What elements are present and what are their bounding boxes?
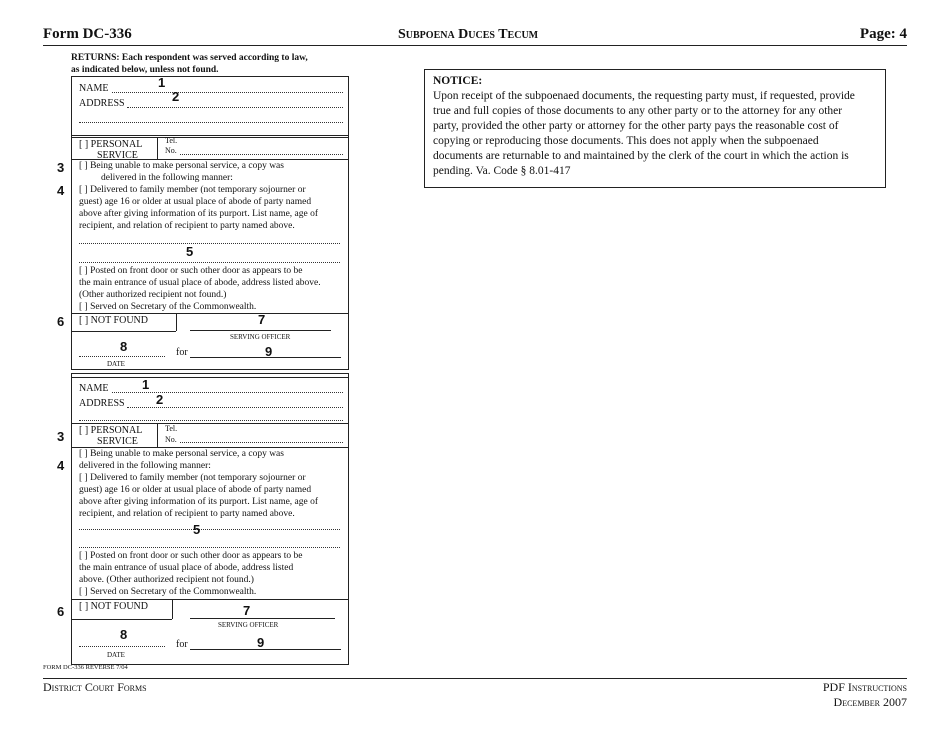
page-number: Page: 4	[859, 26, 907, 42]
recipient-line[interactable]	[79, 529, 340, 530]
marker-9: 9	[265, 344, 273, 359]
form-id: Form DC-336	[43, 26, 132, 42]
marker-4: 4	[57, 183, 65, 198]
marker-7: 7	[258, 312, 266, 327]
personal-label[interactable]: [ ] PERSONAL	[79, 425, 143, 436]
no-label: No.	[165, 435, 177, 444]
name-label: NAME	[79, 83, 109, 94]
name-line[interactable]	[112, 92, 343, 93]
for-label: for	[176, 347, 188, 358]
personal-label[interactable]: [ ] PERSONAL	[79, 139, 143, 150]
date-line[interactable]	[79, 356, 165, 357]
marker-2: 2	[172, 89, 180, 104]
marker-3: 3	[57, 160, 65, 175]
notice-line: party, provided the other party or attorney for the other party pays the reasonable cost of	[433, 120, 839, 132]
page-title: Subpoena Duces Tecum	[398, 27, 539, 42]
footer-right: PDF Instructions December 2007	[822, 680, 907, 709]
address-label: ADDRESS	[79, 98, 125, 109]
service-label: SERVICE	[97, 436, 138, 447]
family-text: [ ] Delivered to family member (not temporary sojourner or guest) age 16 or older at usual place of abode of party named above after giving information of its purport. List name, age of recipient, and relation of recipient to party named above.	[79, 185, 319, 231]
header-rule	[43, 45, 907, 46]
recipient-line-2[interactable]	[79, 547, 340, 548]
recipient-line[interactable]	[79, 243, 340, 244]
marker-1: 1	[142, 377, 150, 392]
notice-title: NOTICE:	[433, 75, 483, 87]
date-label: DATE	[107, 651, 125, 659]
marker-5: 5	[193, 522, 201, 537]
marker-4: 4	[57, 458, 65, 473]
notice-line: pending. Va. Code § 8.01-417	[433, 165, 571, 177]
marker-1: 1	[158, 75, 166, 90]
notice-line: Upon receipt of the subpoenaed documents, the requesting party must, if requested, provide	[433, 90, 855, 102]
marker-8: 8	[120, 627, 128, 642]
not-found-label[interactable]: [ ] NOT FOUND	[79, 315, 148, 326]
unable-text: [ ] Being unable to make personal service, a copy was delivered in the following manner:	[79, 449, 284, 471]
serving-officer-line[interactable]	[190, 330, 331, 331]
service-label: SERVICE	[97, 150, 138, 161]
return-block-2	[71, 373, 349, 665]
not-found-label[interactable]: [ ] NOT FOUND	[79, 601, 148, 612]
marker-3: 3	[57, 429, 65, 444]
name-label: NAME	[79, 383, 109, 394]
notice-box	[424, 69, 886, 188]
for-line[interactable]	[190, 649, 341, 650]
date-label: DATE	[107, 360, 125, 368]
form-revision: FORM DC-336 REVERSE 7/04	[43, 664, 128, 671]
address-label: ADDRESS	[79, 398, 125, 409]
recipient-line-2[interactable]	[79, 262, 340, 263]
posted-text: [ ] Posted on front door or such other door as appears to be the main entrance of usual place of abode, address listed above. (Other authorized recipient not found.) [ ] Served on Secretary of the Commonwealth.	[79, 266, 321, 312]
name-line[interactable]	[112, 392, 343, 393]
address-line[interactable]	[127, 407, 343, 408]
date-line[interactable]	[79, 646, 165, 647]
unable-text: [ ] Being unable to make personal service, a copy was delivered in the following manner:	[79, 161, 284, 183]
address-line-2[interactable]	[79, 122, 343, 123]
returns-heading: RETURNS: Each respondent was served according to law, as indicated below, unless not found.	[71, 53, 308, 75]
notice-line: copying or reproducing those documents. This does not apply when the subpoenaed	[433, 135, 819, 147]
tel-line[interactable]	[180, 154, 343, 155]
marker-9: 9	[257, 635, 265, 650]
tel-label: Tel.	[165, 424, 178, 433]
serving-officer-label: SERVING OFFICER	[230, 333, 291, 341]
tel-label: Tel.	[165, 136, 178, 145]
no-label: No.	[165, 146, 177, 155]
for-label: for	[176, 639, 188, 650]
marker-6: 6	[57, 604, 65, 619]
family-text: [ ] Delivered to family member (not temporary sojourner or guest) age 16 or older at usual place of abode of party named above after giving information of its purport. List name, age of recipient, and relation of recipient to party named above.	[79, 473, 319, 519]
tel-line[interactable]	[180, 442, 343, 443]
return-block-1	[71, 76, 349, 370]
notice-line: documents are returnable to and maintained by the clerk of the court in which the action is	[433, 150, 849, 162]
footer-rule	[43, 678, 907, 679]
address-line[interactable]	[127, 107, 343, 108]
marker-2: 2	[156, 392, 164, 407]
marker-5: 5	[186, 244, 194, 259]
marker-8: 8	[120, 339, 128, 354]
footer-left: District Court Forms	[43, 680, 147, 694]
marker-7: 7	[243, 603, 251, 618]
notice-line: true and full copies of those documents to any other party or to the attorney for any other	[433, 105, 843, 117]
marker-6: 6	[57, 314, 65, 329]
serving-officer-label: SERVING OFFICER	[218, 621, 279, 629]
posted-text: [ ] Posted on front door or such other door as appears to be the main entrance of usual place of abode, address listed above. (Other authorized recipient not found.) [ ] Served on Secretary of the Commonwealth.	[79, 551, 303, 597]
serving-officer-line[interactable]	[190, 618, 335, 619]
address-line-2[interactable]	[79, 420, 343, 421]
